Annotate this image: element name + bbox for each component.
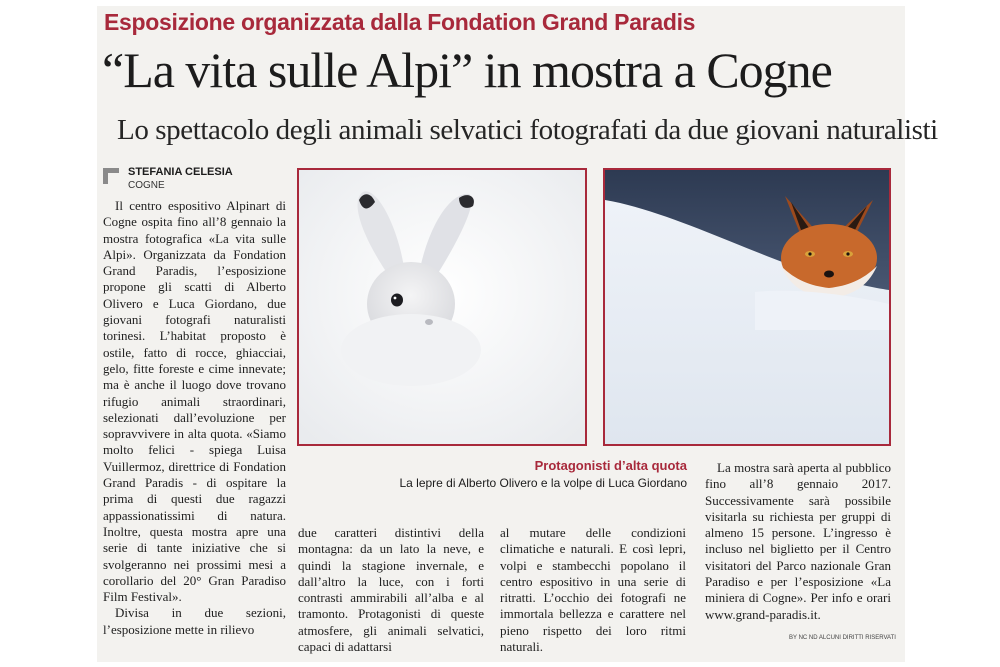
article-kicker: Esposizione organizzata dalla Fondation Grand Paradis <box>104 9 696 35</box>
article-column-1 <box>103 198 286 638</box>
photo-caption-title: Protagonisti d’alta quota <box>534 458 687 473</box>
hare-photo <box>297 168 587 446</box>
article-column-3: al mutare delle condizioni climatiche e naturali. E così lepri, volpi e stambecchi popolano il centro espositivo in una serie di ritratti. L’occhio dei fotografi ne immortala bellezza e carattere nel pieno rispetto dei loro ritmi naturali. <box>500 525 686 655</box>
article-column-2: due caratteri distintivi della montagna: da un lato la neve, e quindi la stagione invernale, e dall’altro la luce, con i forti contrasti ammirabili all’alba e al tramonto. Protagonisti di queste atmosfere, gli animali selvatici, capaci di adattarsi <box>298 525 484 655</box>
byline-mark-icon <box>103 168 119 184</box>
column-1-paragraph-2: Divisa in due sezioni, l’esposizione mette in rilievo <box>103 605 286 637</box>
column-1-paragraph-1: Il centro espositivo Alpinart di Cogne ospita fino all’8 gennaio la mostra fotografica «La vita sulle Alpi». Organizzata da Fondation Grand Paradis, l’esposizione propone gli scatti di Alberto Olivero e Luca Giordano, due giovani fotografi naturalisti torinesi. L’habitat proposto è ostile, fatto di rocce, ghiacciai, gelo, fitte foreste e cime innevate; ma è anche il luogo dove trovano rifugio animali straordinari, selezionati dall’evoluzione per sopravvivere in alta quota. «Siamo molto felici - spiega Luisa Vuillermoz, direttrice di Fondation Grand Paradis - di ospitare la prima di questi due ragazzi appassionatissimi di natura. Inoltre, questa mostra apre una serie di tante iniziative che si svolgeranno nei prossimi mesi a corollario del 20° Gran Paradiso Film Festival». <box>103 198 286 605</box>
byline-place: COGNE <box>128 180 165 191</box>
article-column-4: La mostra sarà aperta al pubblico fino all’8 gennaio 2017. Successivamente sarà possibile visitarla su richiesta per gruppi di almeno 15 persone. L’ingresso è incluso nel biglietto per il Centro visitatori del Parco nazionale Gran Paradiso e per l’esposizione «La miniera di Cogne». Per info e orari www.grand-paradis.it. <box>705 460 891 622</box>
license-credit: BY NC ND ALCUNI DIRITTI RISERVATI <box>789 635 896 641</box>
byline-author: STEFANIA CELESIA <box>128 166 233 178</box>
article-headline: “La vita sulle Alpi” in mostra a Cogne <box>102 42 832 98</box>
photo-caption-text: La lepre di Alberto Olivero e la volpe di Luca Giordano <box>399 476 687 490</box>
fox-photo <box>603 168 891 446</box>
article-subhead: Lo spettacolo degli animali selvatici fotografati da due giovani naturalisti <box>117 114 938 146</box>
